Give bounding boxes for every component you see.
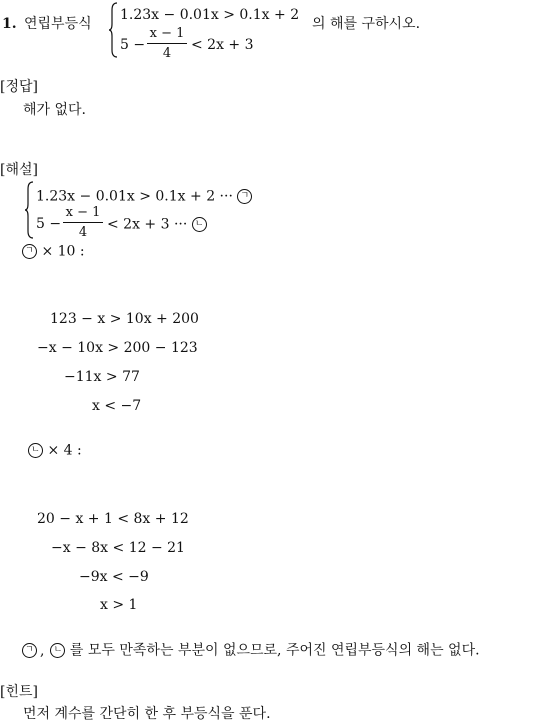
mark-nieun-circle-icon: ㄴ [50, 643, 65, 658]
step2-line-2: −x − 8x < 12 − 21 [51, 540, 185, 556]
problem-fraction-denominator: 4 [162, 46, 172, 61]
solution-brace [24, 181, 34, 239]
solution-system-2-right [107, 217, 207, 232]
problem-inequality-2-right: < 2x + 3 [191, 37, 254, 53]
solution-fraction-numerator: x − 1 [65, 205, 101, 220]
mark-nieun-circle-icon: ㄴ [192, 217, 207, 232]
solution-conclusion [22, 643, 480, 658]
solution-system-2-left: 5 − [36, 216, 62, 232]
step2-line-3: −9x < −9 [79, 569, 149, 585]
hint-heading: [힌트] [0, 684, 38, 700]
problem-number: 1. [2, 16, 17, 32]
step2-line-4: x > 1 [100, 597, 138, 613]
step2-multiplier: × 4 : [47, 442, 82, 459]
solution-system-1 [36, 189, 252, 204]
step1-line-3: −11x > 77 [64, 369, 140, 385]
mark-giyeok-circle-icon: ㄱ [22, 643, 37, 658]
answer-heading: [정답] [0, 79, 38, 95]
mark-nieun-circle-icon: ㄴ [28, 443, 43, 458]
solution-system-2-fraction [63, 205, 103, 240]
problem-fraction-numerator: x − 1 [149, 26, 185, 41]
problem-suffix: 의 해를 구하시오. [312, 16, 421, 32]
solution-system-2-right-text: < 2x + 3 ··· [107, 216, 192, 233]
solution-system-1-text: 1.23x − 0.01x > 0.1x + 2 ··· [36, 188, 238, 205]
step2-line-1: 20 − x + 1 < 8x + 12 [37, 511, 189, 527]
problem-prefix: 연립부등식 [24, 16, 92, 32]
solution-heading: [해설] [0, 162, 38, 178]
conclusion-separator: , [40, 642, 45, 659]
step1-multiplier: × 10 : [41, 243, 85, 260]
step1-label [22, 244, 85, 259]
conclusion-text: 를 모두 만족하는 부분이 없으므로, 주어진 연립부등식의 해는 없다. [69, 642, 480, 659]
answer-text: 해가 없다. [23, 102, 86, 118]
step2-label [28, 443, 82, 458]
step1-line-2: −x − 10x > 200 − 123 [37, 340, 198, 356]
solution-fraction-denominator: 4 [78, 225, 88, 240]
problem-brace [108, 2, 118, 58]
problem-inequality-2-fraction [147, 26, 187, 61]
step1-line-1: 123 − x > 10x + 200 [50, 311, 199, 327]
problem-inequality-1: 1.23x − 0.01x > 0.1x + 2 [120, 7, 300, 23]
solution-fraction-bar [63, 222, 103, 223]
step1-line-4: x < −7 [92, 398, 142, 414]
problem-inequality-2-left: 5 − [120, 37, 146, 53]
mark-giyeok-circle-icon: ㄱ [237, 189, 252, 204]
hint-text: 먼저 계수를 간단히 한 후 부등식을 푼다. [23, 706, 271, 722]
problem-fraction-bar [147, 43, 187, 44]
mark-giyeok-circle-icon: ㄱ [22, 244, 37, 259]
